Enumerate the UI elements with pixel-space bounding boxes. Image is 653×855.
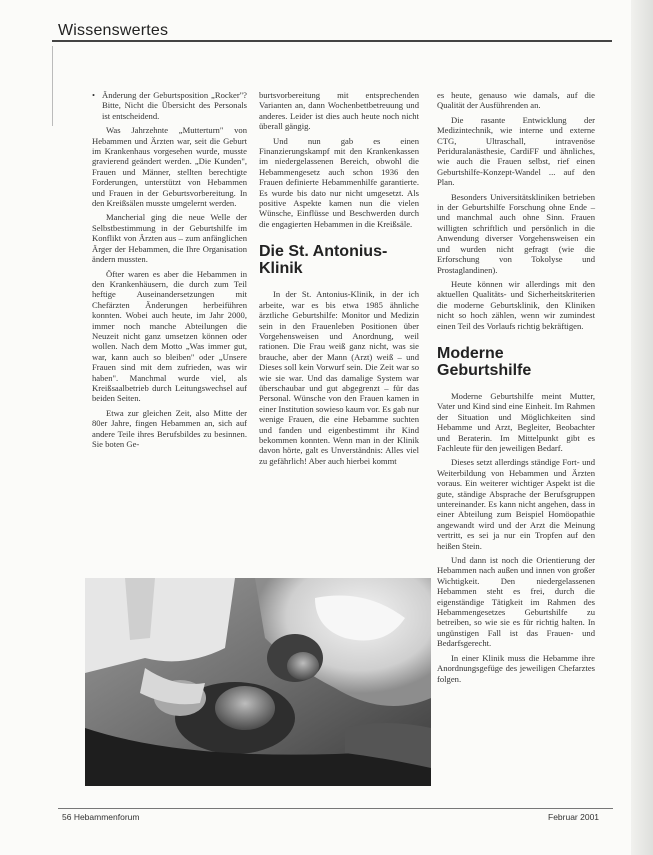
bullet-text: Änderung der Geburtsposition „Rocker"? Bitte, Nicht die Übersicht des Personals ist entscheidend. (102, 90, 247, 121)
paragraph: Und dann ist noch die Orientierung der Hebammen nach außen und innen von großer Wichtigkeit. Den niedergelassenen Hebammen steht es frei, durch die eigenständige Tätigkeit im Rahmen des Hebammengesetzes Geburtshilfe zu betreiben, so wie sie es für richtig halten. In ungünstigen Fall ist das Frauen- und Bedarfsgerecht. (437, 555, 595, 649)
subheading-st-antonius: Die St. Antonius-Klinik (259, 243, 388, 278)
paragraph: es heute, genauso wie damals, auf die Qualität der Ausführenden an. (437, 90, 595, 111)
footer-date: Februar 2001 (548, 812, 600, 822)
paragraph: Etwa zur gleichen Zeit, also Mitte der 80er Jahre, fingen Hebammen an, sich auf andere Teile ihres Berufsbildes zu besinnen. Sie boten Ge- (92, 407, 247, 449)
footer-rule (58, 808, 613, 809)
bullet-item (92, 90, 247, 121)
paragraph: Mancherial ging die neue Welle der Selbstbestimmung in der Geburtshilfe im Konflikt von Ärzten aus – zum anfänglichen Ärger der Hebammen, die Ihre Organisation ändern mussten. (92, 212, 247, 265)
page-edge-shadow (631, 0, 653, 855)
paragraph: In einer Klinik muss die Hebamme ihre Anordnungsgefüge des jeweiligen Chefarztes folgen. (437, 652, 595, 684)
paragraph: Moderne Geburtshilfe meint Mutter, Vater und Kind sind eine Einheit. Im Rahmen der Situation und Möglichkeiten sind Hebamme und Arzt, Begleiter, Beobachter und Beraterin. Im Mittelpunkt gibt es Fachleute für den jeweiligen Bedarf. (437, 390, 595, 453)
paragraph: Und nun gab es einen Finanzierungskampf mit den Krankenkassen im niedergelassenen Bereich, obwohl die Hebammengesetz auch schon 1936 den Frauen definierte Hebammenhilfe garantierte. Es wurde bis dato nur nicht umgesetzt. Als positive Aspekte kamen nun die vielen Wünsche, Einflüsse und Beschwerden durch die engagierten Hebammen in die Kreißsäle. (259, 135, 419, 229)
paragraph: In der St. Antonius-Klinik, in der ich arbeite, war es bis etwa 1985 ähnliche ärztliche Geburtshilfe: Monitor und Medizin sein in den Frauenleben Positionen über Vorgehensweisen und Anordnung, weil rationen. Die Frau weiß ganz nicht, was sie brauche, aber der Mann (Arzt) weiß – und Dieses soll kein Vorwurf sein. Die Zeit war so wie sie war. Und das damalige System war überschaubar und gut abgegrenzt – für das Personal. Wünsche von den Frauen kamen in einer Institution sowieso kaum vor. Es gab nur wenige Frauen, die eine Hebamme suchten und fanden und eigenbestimmt ihr Kind bekommen konnten. Wenn man in der Klinik davon hörte, galt es Unverständnis: Alles viel zu gefährlich! Aber auch hierbei kommt (259, 289, 419, 466)
paragraph: Was Jahrzehnte „Mutterturn" von Hebammen und Ärzten war, seit die Geburt im Krankenhaus vorgesehen wurde, musste gravierend geändert werden. „Die Kunden", Frauen und Männer, stellten berechtigte Forderungen, unterstützt von Hebammen und Frauen in der Geburtsvorbereitung. In den Kreißsälen musste umgelernt werden. (92, 125, 247, 209)
section-title: Wissenswertes (58, 22, 169, 39)
scan-margin-line (52, 46, 53, 126)
paragraph: Heute können wir allerdings mit den aktuellen Qualitäts- und Sicherheitskriterien die moderne Geburtsklinik, den Kliniken nicht so hoch zählen, wenn wir zumindest einen Teil des Vorlaufs richtig bekräftigen. (437, 278, 595, 331)
birth-photo (85, 578, 431, 786)
text-column-2 (259, 90, 419, 470)
subheading-moderne-geburtshilfe: Moderne Geburtshilfe (437, 344, 532, 379)
paragraph: Öfter waren es aber die Hebammen in den Krankenhäusern, die durch zum Teil heftige Auseinandersetzungen mit Chefärzten Änderungen herbeiführen konnten. Wobei auch heute, im Jahr 2000, immer noch manche Abteilungen die Neuzeit nicht ganz umsetzen können oder wollen. Nach dem Motto „Was immer gut, war, kann auch so bleiben" oder „Unsere Frauen sind mit dem zufrieden, was wir haben". Manchmal wurde viel, als Kreißsaalbetrieb durch Leitungswechsel auf beiden Seiten. (92, 268, 247, 404)
paragraph: Die rasante Entwicklung der Medizintechnik, wie interne und externe CTG, Ultraschall, intravenöse Periduralanästhesie, CardiFF und ähnliches, wie auch die Frauen selbst, rief einen Geburtshilfe-Konzept-Wandel ... auf den Plan. (437, 114, 595, 188)
photo-illustration (85, 578, 431, 786)
text-column-3 (437, 90, 595, 688)
paragraph: Dieses setzt allerdings ständige Fort- und Weiterbildung von Hebammen und Ärzten voraus. Ein weiterer wichtiger Aspekt ist die gute, ständige Absprache der Berufsgruppen untereinander. Es kann nicht angehen, dass in einer Abteilung zum Beispiel Homöopathie angewandt wird und der Arzt die Meinung vertritt, es sei ja nur ein Tropfen auf den heißen Stein. (437, 457, 595, 551)
footer-page-and-publication: 56 Hebammenforum (62, 812, 140, 822)
paragraph: burtsvorbereitung mit entsprechenden Varianten an, dann Wochenbettbetreuung und anderes. Leider ist dies auch heute noch nicht überall gängig. (259, 90, 419, 132)
paragraph: Besonders Universitätskliniken betrieben in der Geburtshilfe Forschung ohne Ende – und manchmal auch ohne Sinn. Frauen willigten schriftlich und persönlich in die Anwendung diverser Vorgehensweisen ein und wurden nicht gefragt (wie die Erforschung von Tokolyse und Prostaglandinen). (437, 191, 595, 275)
header-rule (52, 40, 612, 42)
bullet-symbol: • (92, 90, 96, 100)
text-column-1 (92, 90, 247, 453)
